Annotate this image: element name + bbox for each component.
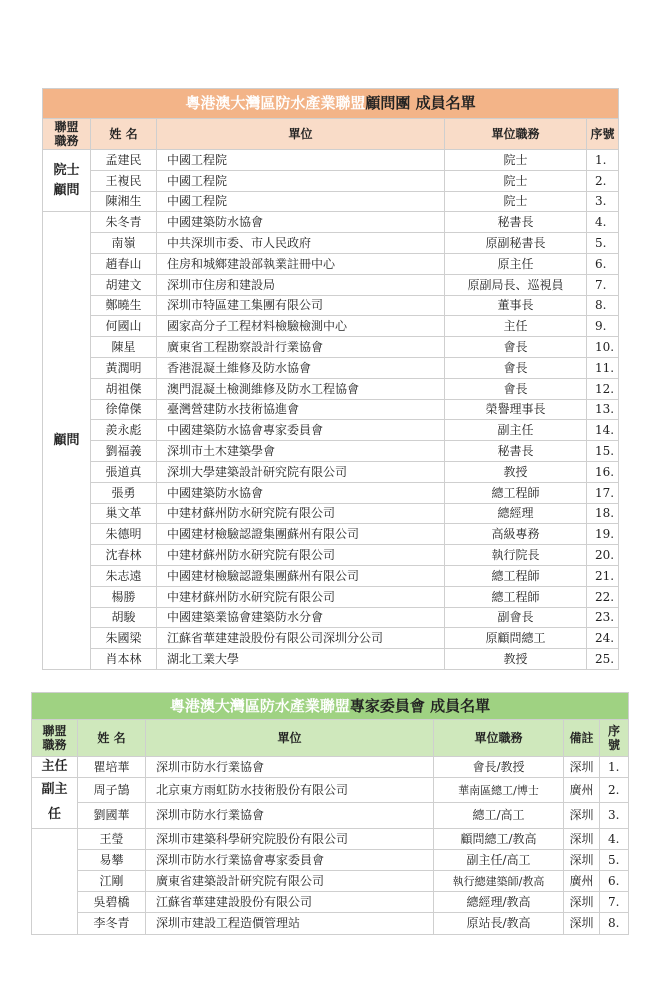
table-row bbox=[32, 803, 629, 828]
advisory-title-org: 粵港澳大灣區防水產業聯盟 bbox=[185, 94, 366, 112]
member-name: 陳湘生 bbox=[91, 191, 157, 212]
member-position: 董事長 bbox=[445, 295, 587, 316]
member-name: 吳碧橋 bbox=[78, 892, 146, 913]
member-remark: 深圳 bbox=[564, 828, 600, 849]
member-name: 朱國梁 bbox=[91, 628, 157, 649]
table-row bbox=[32, 757, 629, 778]
member-position: 總經理/教高 bbox=[434, 892, 564, 913]
member-position: 副會長 bbox=[445, 607, 587, 628]
member-position: 原站長/教高 bbox=[434, 913, 564, 934]
member-number: 5. bbox=[600, 849, 629, 870]
member-position: 原主任 bbox=[445, 253, 587, 274]
member-position: 總工程師 bbox=[445, 586, 587, 607]
role-group-advisor: 顧問 bbox=[43, 212, 91, 670]
member-position: 執行總建築師/教高 bbox=[434, 870, 564, 891]
member-unit: 江蘇省華建建設股份有限公司 bbox=[146, 892, 434, 913]
member-unit: 中國建材檢驗認證集團蘇州有限公司 bbox=[157, 524, 445, 545]
member-unit: 國家高分子工程材料檢驗檢測中心 bbox=[157, 316, 445, 337]
member-name: 胡祖傑 bbox=[91, 378, 157, 399]
member-position: 教授 bbox=[445, 649, 587, 670]
member-name: 肖本林 bbox=[91, 649, 157, 670]
header-role: 聯盟職務 bbox=[43, 119, 91, 150]
member-position: 總經理 bbox=[445, 503, 587, 524]
table-row bbox=[32, 913, 629, 934]
member-name: 劉國華 bbox=[78, 803, 146, 828]
member-number: 13. bbox=[587, 399, 619, 420]
member-position: 原顧問總工 bbox=[445, 628, 587, 649]
member-name: 趙春山 bbox=[91, 253, 157, 274]
member-unit: 中建材蘇州防水研究院有限公司 bbox=[157, 586, 445, 607]
member-number: 21. bbox=[587, 565, 619, 586]
member-number: 24. bbox=[587, 628, 619, 649]
role-group-members bbox=[32, 828, 78, 934]
table-row bbox=[43, 628, 619, 649]
member-remark: 深圳 bbox=[564, 849, 600, 870]
member-position: 副主任 bbox=[445, 420, 587, 441]
member-position: 顧問總工/教高 bbox=[434, 828, 564, 849]
table-row bbox=[43, 607, 619, 628]
member-unit: 深圳市土木建築學會 bbox=[157, 441, 445, 462]
member-unit: 臺灣營建防水技術協進會 bbox=[157, 399, 445, 420]
table-row bbox=[32, 778, 629, 803]
member-name: 陳星 bbox=[91, 337, 157, 358]
member-unit: 深圳市防水行業協會 bbox=[146, 803, 434, 828]
member-remark: 深圳 bbox=[564, 803, 600, 828]
member-unit: 深圳市住房和建設局 bbox=[157, 274, 445, 295]
member-name: 易攀 bbox=[78, 849, 146, 870]
member-position: 院士 bbox=[445, 150, 587, 171]
member-name: 徐偉傑 bbox=[91, 399, 157, 420]
member-position: 總工/高工 bbox=[434, 803, 564, 828]
member-number: 3. bbox=[600, 803, 629, 828]
member-unit: 中國建築業協會建築防水分會 bbox=[157, 607, 445, 628]
member-unit: 廣東省工程勘察設計行業協會 bbox=[157, 337, 445, 358]
table-row bbox=[43, 586, 619, 607]
member-name: 黃潤明 bbox=[91, 357, 157, 378]
member-name: 朱德明 bbox=[91, 524, 157, 545]
member-number: 4. bbox=[587, 212, 619, 233]
member-number: 19. bbox=[587, 524, 619, 545]
member-unit: 中共深圳市委、市人民政府 bbox=[157, 233, 445, 254]
member-number: 18. bbox=[587, 503, 619, 524]
member-unit: 深圳市防水行業協會 bbox=[146, 757, 434, 778]
member-unit: 深圳大學建築設計研究院有限公司 bbox=[157, 461, 445, 482]
table-row bbox=[43, 378, 619, 399]
table-row bbox=[43, 441, 619, 462]
member-unit: 中國建築防水協會 bbox=[157, 212, 445, 233]
header-position: 單位職務 bbox=[445, 119, 587, 150]
advisory-title-list: 顧問團 成員名單 bbox=[365, 94, 476, 112]
member-position: 會長 bbox=[445, 378, 587, 399]
table-row bbox=[43, 253, 619, 274]
member-number: 17. bbox=[587, 482, 619, 503]
header-remark: 備註 bbox=[564, 720, 600, 757]
member-number: 5. bbox=[587, 233, 619, 254]
member-number: 2. bbox=[587, 170, 619, 191]
member-number: 3. bbox=[587, 191, 619, 212]
advisory-title bbox=[43, 89, 619, 119]
member-number: 20. bbox=[587, 545, 619, 566]
member-unit: 中國工程院 bbox=[157, 150, 445, 171]
header-unit: 單位 bbox=[157, 119, 445, 150]
member-name: 羨永彪 bbox=[91, 420, 157, 441]
member-name: 胡建文 bbox=[91, 274, 157, 295]
member-number: 8. bbox=[587, 295, 619, 316]
member-unit: 北京東方雨虹防水技術股份有限公司 bbox=[146, 778, 434, 803]
header-name: 姓 名 bbox=[91, 119, 157, 150]
member-unit: 廣東省建築設計研究院有限公司 bbox=[146, 870, 434, 891]
member-number: 7. bbox=[587, 274, 619, 295]
member-unit: 中建材蘇州防水研究院有限公司 bbox=[157, 503, 445, 524]
header-no: 序號 bbox=[587, 119, 619, 150]
role-group-director: 主任 bbox=[32, 757, 78, 778]
role-group-academician: 院士顧問 bbox=[43, 150, 91, 212]
member-unit: 深圳市建設工程造價管理站 bbox=[146, 913, 434, 934]
table-row bbox=[43, 316, 619, 337]
member-name: 南嶺 bbox=[91, 233, 157, 254]
member-position: 院士 bbox=[445, 191, 587, 212]
table-row bbox=[43, 274, 619, 295]
member-unit: 中國工程院 bbox=[157, 191, 445, 212]
member-position: 會長 bbox=[445, 337, 587, 358]
member-position: 院士 bbox=[445, 170, 587, 191]
table-row bbox=[43, 150, 619, 171]
member-position: 榮譽理事長 bbox=[445, 399, 587, 420]
role-group-deputy: 副主任 bbox=[32, 778, 78, 828]
member-unit: 中國建築防水協會專家委員會 bbox=[157, 420, 445, 441]
table-row bbox=[43, 399, 619, 420]
member-unit: 住房和城鄉建設部執業註冊中心 bbox=[157, 253, 445, 274]
member-position: 原副秘書長 bbox=[445, 233, 587, 254]
member-remark: 深圳 bbox=[564, 757, 600, 778]
member-unit: 中國建築防水協會 bbox=[157, 482, 445, 503]
member-number: 1. bbox=[587, 150, 619, 171]
expert-rows bbox=[32, 757, 629, 935]
member-position: 高級專務 bbox=[445, 524, 587, 545]
member-position: 華南區總工/博士 bbox=[434, 778, 564, 803]
table-row bbox=[43, 337, 619, 358]
member-name: 沈春林 bbox=[91, 545, 157, 566]
table-row bbox=[43, 191, 619, 212]
advisor-rows bbox=[43, 212, 619, 670]
table-row bbox=[43, 212, 619, 233]
member-name: 朱志遠 bbox=[91, 565, 157, 586]
member-unit: 江蘇省華建建設股份有限公司深圳分公司 bbox=[157, 628, 445, 649]
member-unit: 中國工程院 bbox=[157, 170, 445, 191]
header-name: 姓 名 bbox=[78, 720, 146, 757]
member-remark: 深圳 bbox=[564, 913, 600, 934]
expert-title-org: 粵港澳大灣區防水產業聯盟 bbox=[169, 696, 350, 715]
member-name: 張勇 bbox=[91, 482, 157, 503]
member-number: 16. bbox=[587, 461, 619, 482]
expert-title bbox=[32, 693, 629, 720]
member-name: 楊勝 bbox=[91, 586, 157, 607]
member-unit: 湖北工業大學 bbox=[157, 649, 445, 670]
table-row bbox=[43, 420, 619, 441]
member-name: 李冬青 bbox=[78, 913, 146, 934]
table-row bbox=[32, 828, 629, 849]
member-name: 鄭曉生 bbox=[91, 295, 157, 316]
member-unit: 中建材蘇州防水研究院有限公司 bbox=[157, 545, 445, 566]
member-name: 江剛 bbox=[78, 870, 146, 891]
member-unit: 深圳市建築科學研究院股份有限公司 bbox=[146, 828, 434, 849]
member-name: 孟建民 bbox=[91, 150, 157, 171]
header-position: 單位職務 bbox=[434, 720, 564, 757]
table-row bbox=[43, 295, 619, 316]
member-name: 朱冬青 bbox=[91, 212, 157, 233]
member-number: 22. bbox=[587, 586, 619, 607]
member-position: 主任 bbox=[445, 316, 587, 337]
member-number: 25. bbox=[587, 649, 619, 670]
table-row bbox=[32, 870, 629, 891]
member-number: 1. bbox=[600, 757, 629, 778]
member-position: 總工程師 bbox=[445, 565, 587, 586]
member-unit: 深圳市防水行業協會專家委員會 bbox=[146, 849, 434, 870]
member-number: 2. bbox=[600, 778, 629, 803]
member-number: 8. bbox=[600, 913, 629, 934]
member-position: 副主任/高工 bbox=[434, 849, 564, 870]
header-no: 序號 bbox=[600, 720, 629, 757]
member-position: 會長 bbox=[445, 357, 587, 378]
table-row bbox=[43, 565, 619, 586]
table-row bbox=[43, 461, 619, 482]
member-position: 教授 bbox=[445, 461, 587, 482]
member-name: 王複民 bbox=[91, 170, 157, 191]
member-name: 胡駿 bbox=[91, 607, 157, 628]
member-name: 何國山 bbox=[91, 316, 157, 337]
member-unit: 香港混凝土維修及防水協會 bbox=[157, 357, 445, 378]
member-position: 執行院長 bbox=[445, 545, 587, 566]
table-row bbox=[43, 503, 619, 524]
member-number: 23. bbox=[587, 607, 619, 628]
expert-table bbox=[31, 692, 629, 935]
member-remark: 深圳 bbox=[564, 892, 600, 913]
member-number: 4. bbox=[600, 828, 629, 849]
member-position: 原副局長、巡視員 bbox=[445, 274, 587, 295]
table-row bbox=[43, 170, 619, 191]
table-row bbox=[43, 233, 619, 254]
member-name: 周子鵠 bbox=[78, 778, 146, 803]
table-row bbox=[43, 357, 619, 378]
advisory-table bbox=[42, 88, 619, 670]
member-number: 6. bbox=[587, 253, 619, 274]
header-role: 聯盟職務 bbox=[32, 720, 78, 757]
member-number: 9. bbox=[587, 316, 619, 337]
member-number: 15. bbox=[587, 441, 619, 462]
member-number: 7. bbox=[600, 892, 629, 913]
academician-rows bbox=[43, 150, 619, 212]
member-unit: 深圳市特區建工集團有限公司 bbox=[157, 295, 445, 316]
member-name: 張道真 bbox=[91, 461, 157, 482]
table-row bbox=[43, 649, 619, 670]
expert-title-list: 專家委員會 成員名單 bbox=[349, 696, 491, 715]
header-unit: 單位 bbox=[146, 720, 434, 757]
table-row bbox=[43, 482, 619, 503]
table-row bbox=[32, 892, 629, 913]
member-name: 瞿培華 bbox=[78, 757, 146, 778]
member-number: 14. bbox=[587, 420, 619, 441]
member-position: 秘書長 bbox=[445, 212, 587, 233]
member-position: 總工程師 bbox=[445, 482, 587, 503]
member-number: 10. bbox=[587, 337, 619, 358]
member-name: 劉福義 bbox=[91, 441, 157, 462]
member-remark: 廣州 bbox=[564, 870, 600, 891]
member-unit: 中國建材檢驗認證集團蘇州有限公司 bbox=[157, 565, 445, 586]
member-name: 王瑩 bbox=[78, 828, 146, 849]
member-unit: 澳門混凝土檢測維修及防水工程協會 bbox=[157, 378, 445, 399]
table-row bbox=[43, 524, 619, 545]
member-number: 6. bbox=[600, 870, 629, 891]
member-position: 會長/教授 bbox=[434, 757, 564, 778]
table-row bbox=[43, 545, 619, 566]
member-position: 秘書長 bbox=[445, 441, 587, 462]
member-number: 12. bbox=[587, 378, 619, 399]
member-name: 巢文革 bbox=[91, 503, 157, 524]
member-remark: 廣州 bbox=[564, 778, 600, 803]
member-number: 11. bbox=[587, 357, 619, 378]
table-row bbox=[32, 849, 629, 870]
